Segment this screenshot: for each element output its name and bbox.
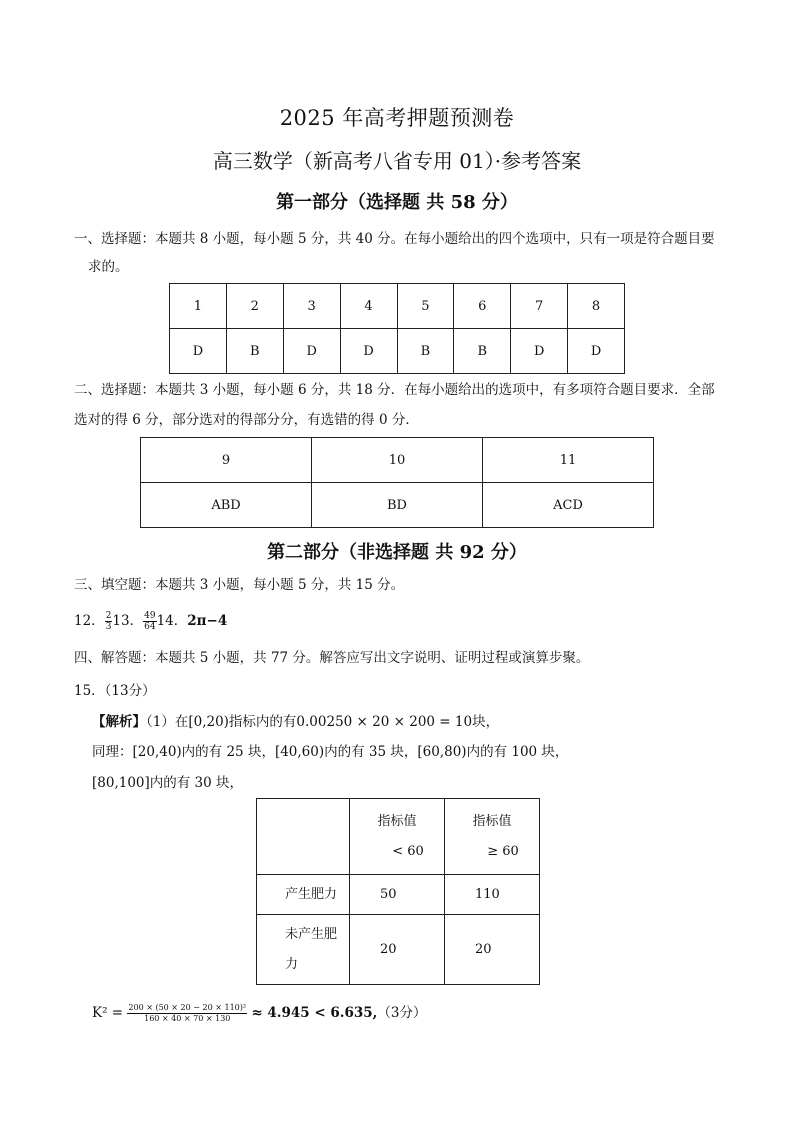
section4-intro: 四、解答题：本题共 5 小题，共 77 分。解答应写出文字说明、证明过程或演算步聚。 — [74, 650, 590, 666]
question-number: 11 — [483, 438, 654, 483]
solution-label: 【解析】 — [92, 714, 146, 730]
table-cell: 20 — [350, 915, 445, 985]
answer-cell: B — [226, 329, 283, 374]
q13-label: 13． — [112, 613, 144, 629]
part2-heading: 第二部分（非选择题 共 92 分） — [267, 542, 527, 563]
row-label-line2: 力 — [285, 956, 299, 972]
q14-answer: 2π−4 — [187, 613, 228, 629]
question-number: 10 — [312, 438, 483, 483]
row-label — [257, 915, 350, 985]
answer-cell: B — [397, 329, 454, 374]
answer-cell: D — [283, 329, 340, 374]
k2-lhs: K² — [92, 1005, 108, 1021]
empty-header-cell — [257, 799, 350, 875]
q14-label: 14． — [156, 613, 188, 629]
answer-cell: D — [568, 329, 625, 374]
row-label: 产生肥力 — [257, 875, 350, 915]
answer-cell: D — [511, 329, 568, 374]
q15-solution-line2: 同理：[20,40)内的有 25 块，[40,60)内的有 35 块，[60,80)内的有 100 块， — [92, 744, 569, 760]
section1-intro-line1: 一、选择题：本题共 8 小题，每小题 5 分，共 40 分。在每小题给出的四个选项中，只有一项是符合题目要 — [74, 231, 715, 247]
q15-solution-line1 — [92, 712, 499, 732]
contingency-table — [256, 798, 540, 985]
table-row — [257, 799, 540, 875]
table-row — [257, 915, 540, 985]
question-number: 9 — [141, 438, 312, 483]
q12-denominator: 3 — [105, 622, 112, 632]
section1-intro-line2: 求的。 — [88, 259, 129, 275]
k2-formula — [92, 1003, 426, 1024]
section2-intro-line2: 选对的得 6 分，部分选对的得部分分，有选错的得 0 分． — [74, 412, 419, 428]
question-number: 8 — [568, 284, 625, 329]
k2-equals: = — [111, 1005, 124, 1021]
table-row — [141, 483, 654, 528]
multi-select-answer-table — [140, 437, 654, 528]
table-cell: 110 — [445, 875, 540, 915]
question-number: 6 — [454, 284, 511, 329]
question-number: 4 — [340, 284, 397, 329]
q13-numerator: 49 — [144, 611, 156, 621]
q15-title: 15．（13分） — [74, 683, 156, 699]
table-row — [170, 329, 625, 374]
table-row — [170, 284, 625, 329]
answer-cell: ABD — [141, 483, 312, 528]
question-number: 2 — [226, 284, 283, 329]
table-row — [141, 438, 654, 483]
column-header — [445, 799, 540, 875]
header-bottom: < 60 — [392, 843, 424, 859]
page-subtitle: 高三数学（新高考八省专用 01）·参考答案 — [212, 149, 582, 173]
k2-result: ≈ 4.945 < 6.635, — [251, 1005, 378, 1021]
k2-score: （3分） — [377, 1005, 427, 1021]
question-number: 7 — [511, 284, 568, 329]
mc-answer-table — [169, 283, 625, 374]
question-number: 1 — [170, 284, 227, 329]
table-cell: 20 — [445, 915, 540, 985]
q12-label: 12． — [74, 613, 105, 629]
fill-in-answers — [74, 611, 227, 632]
question-number: 5 — [397, 284, 454, 329]
solution-text: （1）在[0,20)指标内的有0.00250 × 20 × 200 = 10块， — [146, 714, 500, 730]
answer-cell: D — [170, 329, 227, 374]
page-title: 2025 年高考押题预测卷 — [279, 106, 515, 130]
column-header — [350, 799, 445, 875]
k2-denominator: 160 × 40 × 70 × 130 — [144, 1014, 231, 1023]
row-label-line1: 未产生肥 — [285, 926, 338, 942]
q12-numerator: 2 — [105, 611, 112, 621]
q13-fraction — [143, 611, 156, 632]
q15-solution-line3: [80,100]内的有 30 块， — [92, 775, 244, 791]
section3-intro: 三、填空题：本题共 3 小题，每小题 5 分，共 15 分。 — [74, 577, 405, 593]
k2-fraction — [127, 1003, 247, 1024]
k2-numerator: 200 × (50 × 20 − 20 × 110)² — [128, 1003, 247, 1012]
answer-cell: ACD — [483, 483, 654, 528]
table-row — [257, 875, 540, 915]
header-bottom: ≥ 60 — [487, 843, 519, 859]
header-top: 指标值 — [377, 813, 417, 829]
table-cell: 50 — [350, 875, 445, 915]
header-top: 指标值 — [472, 813, 512, 829]
part1-heading: 第一部分（选择题 共 58 分） — [276, 192, 518, 213]
answer-cell: D — [340, 329, 397, 374]
section2-intro-line1: 二、选择题：本题共 3 小题，每小题 6 分，共 18 分．在每小题给出的选项中，有多项符合题目要求．全部 — [74, 382, 715, 398]
answer-cell: BD — [312, 483, 483, 528]
question-number: 3 — [283, 284, 340, 329]
answer-cell: B — [454, 329, 511, 374]
q13-denominator: 64 — [144, 622, 156, 632]
